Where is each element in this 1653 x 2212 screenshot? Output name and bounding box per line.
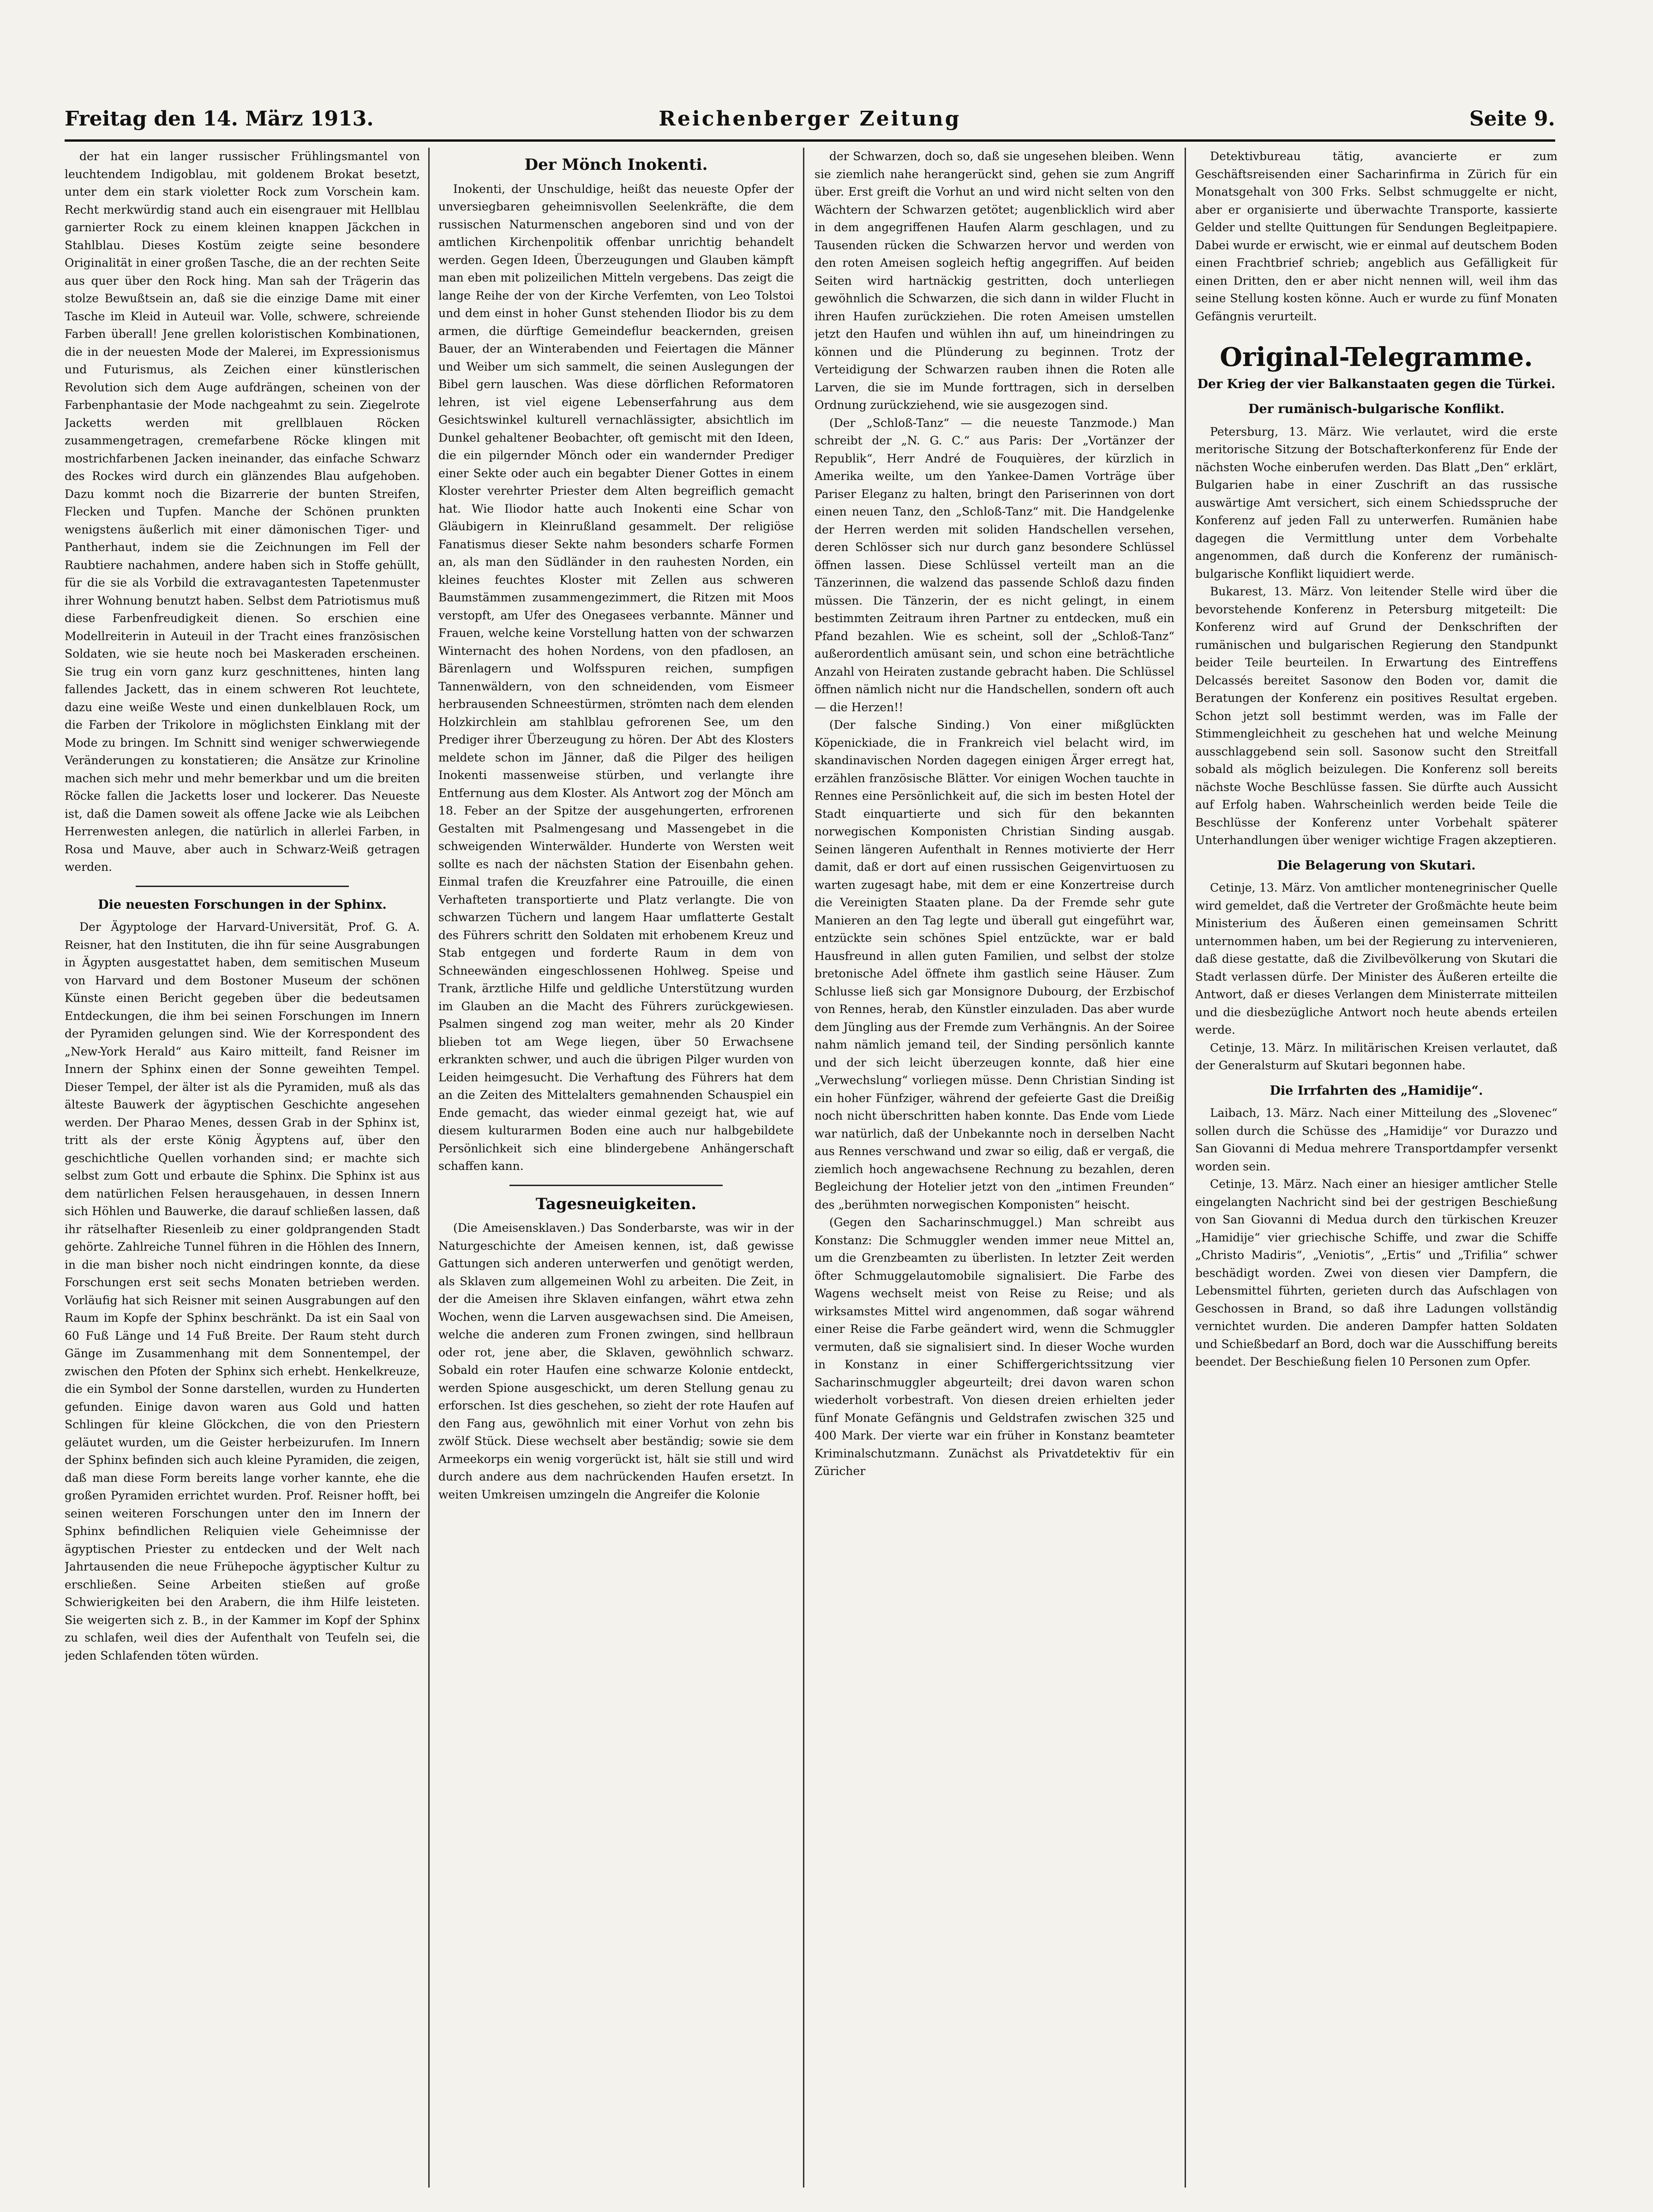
subheading: Die Irrfahrten des „Hamidije“. xyxy=(1270,1083,1483,1098)
section-title: Original-Telegramme. xyxy=(1220,342,1533,372)
article-paragraph: (Gegen den Sacharinschmuggel.) Man schreibt aus Konstanz: Die Schmuggler wenden immer neue Mittel an, um die Grenzbeamten zu überlisten. In letzter Zeit werden öfter Schmuggelautomobile signalisiert. Die Farbe des Wagens wechselt meist von Reise zu Reise; und als wirksamstes Mittel wird angenommen, daß sogar während einer Reise die Farbe geändert wird, wenn die Schmuggler vermuten, daß sie signalisiert sind. In dieser Woche wurden in Konstanz in einer Schiffergerichtssitzung vier Sacharinschmuggler abgeurteilt; drei davon waren schon wiederholt vorbestraft. Von diesen dreien erhielten jeder fünf Monate Gefängnis und Geldstrafen zwischen 325 und 400 Mark. Der vierte war ein früher in Konstanz beamteter Kriminalschutzmann. Zunächst als Privatdetektiv für ein Züricher xyxy=(815,1216,1174,1478)
column-rule xyxy=(1185,148,1186,2188)
article-paragraph: (Der falsche Sinding.) Von einer mißglückten Köpenickiade, die in Frankreich viel belacht wird, im skandinavischen Norden dagegen einigen Ärger erregt hat, erzählen französische Blätter. Vor einigen Wochen tauchte in Rennes eine Persönlichkeit auf, die sich im besten Hotel der Stadt einquartierte und sich für den bekannten norwegischen Komponisten Christian Sinding ausgab. Seinen längeren Aufenthalt in Rennes motivierte der Herr damit, daß er dort auf einen russischen Geigenvirtuosen zu warten zugesagt habe, mit dem er eine Konzertreise durch die Vereinigten Staaten plane. Da der Fremde sehr gute Manieren an den Tag legte und überall gut eingeführt war, entzückte sein schönes Spiel entzückte, war er bald Hausfreund in allen guten Familien, und selbst der stolze bretonische Adel öffnete ihm gastlich seine Häuser. Zum Schlusse ließ sich gar Monsignore Dubourg, der Erzbischof von Rennes, herab, den Künstler einzuladen. Das aber wurde dem Jüngling aus der Fremde zum Verhängnis. An der Soiree nahm nämlich jemand teil, der Sinding persönlich kannte und der sich leicht überzeugen konnte, daß hier eine „Verwechslung“ vorliegen müsse. Denn Christian Sinding ist ein hoher Fünfziger, während der gefeierte Gast die Dreißig noch nicht überschritten haben konnte. Das Ende vom Liede war natürlich, daß der Unbekannte noch in derselben Nacht aus Rennes verschwand und zwar so eilig, daß er vergaß, die ziemlich hoch angewachsene Rechnung zu bezahlen, deren Begleichung der Hotelier jetzt von den „intimen Freunden“ des „berühmten norwegischen Komponisten“ heischt. xyxy=(815,718,1174,1211)
subheading: Der rumänisch-bulgarische Konflikt. xyxy=(1248,402,1504,416)
article-paragraph: Laibach, 13. März. Nach einer Mitteilung des „Slovenec“ sollen durch die Schüsse des „Hamidije“ vor Durazzo und San Giovanni di Medua mehrere Transportdampfer versenkt worden sein. xyxy=(1195,1106,1557,1173)
article-paragraph: (Der „Schloß-Tanz“ — die neueste Tanzmode.) Man schreibt der „N. G. C.“ aus Paris: Der „Vortänzer der Republik“, Herr André de Fouquières, der kürzlich in Amerika weilte, um den Yankee-Damen Vorträge über Pariser Eleganz zu halten, bringt den Pariserinnen von dort einen neuen Tanz, den „Schloß-Tanz“ mit. Die Handgelenke der Herren werden mit soliden Handschellen versehen, deren Schlösser sich nur durch ganz besondere Schlüssel öffnen lassen. Diese Schlüssel verteilt man an die Tänzerinnen, die walzend das passende Schloß dazu finden müssen. Die Tänzerin, der es nicht gelingt, in einem bestimmten Zeitraum ihren Partner zu entdecken, muß ein Pfand bezahlen. Wie es scheint, soll der „Schloß-Tanz“ außerordentlich amüsant sein, und schon eine beträchtliche Anzahl von Heiraten zustande gebracht haben. Die Schlüssel öffnen nämlich nicht nur die Handschellen, sondern oft auch — die Herzen!! xyxy=(815,416,1174,714)
article-title: Die neuesten Forschungen in der Sphinx. xyxy=(98,897,387,912)
article-paragraph: Cetinje, 13. März. Von amtlicher montenegrinischer Quelle wird gemeldet, daß die Vertreter der Großmächte heute beim Ministerium des Äußeren einen gemeinsamen Schritt unternommen haben, um bei der Regierung zu intervenieren, daß diese gestatte, daß die Zivilbevölkerung von Skutari die Stadt verlassen dürfe. Der Minister des Äußeren erteilte die Antwort, daß er dieses Verlangen dem Ministerrate mitteilen und die diesbezügliche Antwort noch heute abends erteilen werde. xyxy=(1195,881,1557,1037)
column-4 xyxy=(1195,148,1557,2188)
article-paragraph: (Die Ameisensklaven.) Das Sonderbarste, was wir in der Naturgeschichte der Ameisen kennen, ist, daß gewisse Gattungen sich anderen unterwerfen und genötigt werden, als Sklaven zum allgemeinen Wohl zu arbeiten. Die Zeit, in der die Ameisen ihre Sklaven einfangen, währt etwa zehn Wochen, wenn die Larven ausgewachsen sind. Die Ameisen, welche die anderen zum Fronen zwingen, sind hellbraun oder rot, jene aber, die Sklaven, gewöhnlich schwarz. Sobald ein roter Haufen eine schwarze Kolonie entdeckt, werden Spione ausgeschickt, um deren Stellung genau zu erforschen. Ist dies geschehen, so zieht der rote Haufen auf den Fang aus, gewöhnlich mit einer Vorhut von zehn bis zwölf Stück. Diese wechselt aber beständig; sowie sie dem Armeekorps ein wenig vorgerückt ist, hält sie still und wird durch andere aus dem nachrückenden Haufen ersetzt. In weiten Umkreisen umzingeln die Angreifer die Kolonie xyxy=(438,1221,794,1501)
article-paragraph: Detektivbureau tätig, avancierte er zum Geschäftsreisenden einer Sacharinfirma in Zürich für ein Monatsgehalt von 300 Frks. Selbst schmuggelte er nicht, aber er organisierte und überwachte Transporte, kassierte Gelder und stellte Quittungen für Sendungen Begleitpapiere. Dabei wurde er erwischt, wie er einmal auf deutschem Boden einen Frachtbrief schrieb; angeblich aus Gefälligkeit für einen Dritten, den er aber nicht nennen will, weil ihm das seine Stellung kosten könne. Auch er wurde zu fünf Monaten Gefängnis verurteilt. xyxy=(1195,150,1557,323)
column-2 xyxy=(438,148,794,2188)
article-paragraph: Cetinje, 13. März. In militärischen Kreisen verlautet, daß der Generalsturm auf Skutari begonnen habe. xyxy=(1195,1041,1557,1072)
subheading: Der Krieg der vier Balkanstaaten gegen die Türkei. xyxy=(1197,377,1556,391)
article-paragraph: der hat ein langer russischer Frühlingsmantel von leuchtendem Indigoblau, mit goldenem Brokat besetzt, unter dem ein stark violetter Rock zum Vorschein kam. Recht merkwürdig stand auch ein eisengrauer mit Hellblau garnierter Rock zu einem kleinen knappen Jäckchen in Stahlblau. Dieses Kostüm zeigte seine besondere Originalität in einer großen Tasche, die an der rechten Seite aus quer über den Rock hing. Man sah der Trägerin das stolze Bewußtsein an, daß sie die einzige Dame mit einer Tasche im Kleid in Auteuil war. Volle, schwere, schreiende Farben überall! Jene grellen koloristischen Kombinationen, die in der neuesten Mode der Malerei, im Expressionismus und Futurismus, als Zeichen einer künstlerischen Revolution sich dem Auge aufdrängen, scheinen von der Farbenphantasie der Mode nachgeahmt zu sein. Ziegelrote Jacketts werden mit grellblauen Röcken zusammengetragen, cremefarbene Röcke klingen mit mostrichfarbenen Jacken ineinander, das einfache Schwarz des Rockes wird durch ein glänzendes Blau aufgehoben. Dazu kommt noch die Bizarrerie der bunten Streifen, Flecken und Tupfen. Manche der Schönen prunkten wenigstens äußerlich mit einer dämonischen Tiger- und Pantherhaut, indem sie die Zeichnungen im Fell der Raubtiere nachahmen, andere haben sich in Stoffe gehüllt, für die sie als Vorbild die extravagantesten Tapetenmuster ihrer Wohnung benutzt haben. Selbst dem Patriotismus muß diese Farbenfreudigkeit dienen. So erschien eine Modellreiterin in Auteuil in der Tracht eines französischen Soldaten, wie sie heute noch bei Maskeraden erscheinen. Sie trug ein vorn ganz kurz geschnittenes, hinten lang fallendes Jackett, das in einem schweren Rot leuchtete, dazu eine weiße Weste und einen dunkelblauen Rock, um die Farben der Trikolore in möglichsten Einklang mit der Mode zu bringen. Im Schnitt sind weniger schwerwiegende Veränderungen zu konstatieren; die Ansätze zur Krinoline machen sich mehr und mehr bemerkbar und um die breiten Röcke fallen die Jacketts loser und lockerer. Das Neueste ist, daß die Damen soweit als offene Jacke wie als Leibchen Herrenwesten anlegen, die natürlich in allerlei Farben, in Rosa und Mauve, aber auch in Schwarz-Weiß getragen werden. xyxy=(65,150,420,874)
page-header xyxy=(65,107,1555,142)
article-paragraph: Bukarest, 13. März. Von leitender Stelle wird über die bevorstehende Konferenz in Petersburg mitgeteilt: Die Konferenz wird auf Grund der Denkschriften der rumänischen und bulgarischen Regierung den Standpunkt beider Teile beurteilen. In Erwartung des Eintreffens Delcassés bereitet Sasonow den Boden vor, damit die Beratungen der Konferenz ein positives Resultat ergeben. Schon jetzt soll bestimmt werden, was im Falle der Stimmengleichheit zu geschehen hat und welche Meinung ausschlaggebend sein soll. Sasonow sucht den Streitfall sobald als möglich beizulegen. Die Konferenz soll bereits nächste Woche Beschlüsse fassen. Sie dürfte auch Aussicht auf Erfolg haben. Wahrscheinlich werden beide Teile die Beschlüsse der Konferenz unter Vorbehalt späterer Unterhandlungen über weniger wichtige Fragen akzeptieren. xyxy=(1195,585,1557,847)
article-title: Der Mönch Inokenti. xyxy=(524,156,708,174)
article-divider xyxy=(509,1185,723,1186)
subheading: Die Belagerung von Skutari. xyxy=(1277,858,1476,873)
article-paragraph: Petersburg, 13. März. Wie verlautet, wird die erste meritorische Sitzung der Botschafterkonferenz für Ende der nächsten Woche einberufen werden. Das Blatt „Den“ erklärt, Bulgarien habe in einer Zuschrift an das russische auswärtige Amt versichert, sich einem Schiedsspruche der Konferenz auf jeden Fall zu unterwerfen. Rumänien habe dagegen die Vermittlung unter dem Vorbehalte angenommen, daß durch die Konferenz der rumänisch-bulgarische Konflikt liquidiert werde. xyxy=(1195,425,1557,581)
header-page-number: Seite 9. xyxy=(1469,107,1555,131)
section-title: Tagesneuigkeiten. xyxy=(535,1194,697,1213)
column-rule xyxy=(803,148,804,2188)
article-paragraph: Inokenti, der Unschuldige, heißt das neueste Opfer der unversiegbaren geheimnisvollen Seelenkräfte, die dem russischen Naturmenschen angeboren sind und von der amtlichen Kirchenpolitik offenbar unrichtig behandelt werden. Gegen Ideen, Überzeugungen und Glauben kämpft man eben mit polizeilichen Mitteln vergebens. Das zeigt die lange Reihe der von der Kirche Verfemten, von Leo Tolstoi und dem einst in hoher Gunst stehenden Iliodor bis zu dem armen, die dürftige Gemeindeflur beackernden, greisen Bauer, der an Winterabenden und Feiertagen die Männer und Weiber um sich sammelt, die seinen Auslegungen der Bibel gern lauschen. Was diese dörflichen Reformatoren lehren, ist viel eigene Lebenserfahrung aus dem Gesichtswinkel kulturell vernachlässigter, absichtlich im Dunkel gehaltener Beobachter, oft gemischt mit den Ideen, die ein pilgernder Mönch oder ein wandernder Prediger einer Sekte oder auch ein begabter Diener Gottes in einem Kloster verehrter Priester dem Alten begreiflich gemacht hat. Wie Iliodor hatte auch Inokenti eine Schar von Gläubigern in Kleinrußland gesammelt. Der religiöse Fanatismus dieser Sekte nahm besonders scharfe Formen an, als man den Südländer in den rauhesten Norden, ein kleines feuchtes Kloster mit Zellen aus schweren Baumstämmen zusammengezimmert, die Ritzen mit Moos verstopft, am Ufer des Onegasees verbannte. Männer und Frauen, welche keine Vorstellung hatten von der schwarzen Winternacht des hohen Nordens, von den pfadlosen, an Bärenlagern und Wolfsspuren reichen, sumpfigen Tannenwäldern, von den schneidenden, vom Eismeer herbrausenden Schneestürmen, strömten nach dem elenden Holzkirchlein am stahlblau gefrorenen See, um den Prediger ihrer Überzeugung zu hören. Der Abt des Klosters meldete schon im Jänner, daß die Pilger des heiligen Inokenti massenweise stürben, und verlangte ihre Entfernung aus dem Kloster. Als Antwort zog der Mönch am 18. Feber an der Spitze der ausgehungerten, erfrorenen Gestalten mit Psalmengesang und Massengebet in die schweigenden Winterwälder. Hunderte von Wersten weit sollte es nach der nächsten Station der Eisenbahn gehen. Einmal trafen die Kreuzfahrer eine Patrouille, die einen Verhafteten transportierte und Platz verlangte. Die von schwarzen Tüchern und langem Haar umflatterte Gestalt des Führers schritt den Soldaten mit erhobenem Kreuz und Stab entgegen und forderte Raum in dem von Schneewänden eingeschlossenen Hohlweg. Speise und Trank, ärztliche Hilfe und geldliche Unterstützung wurden im Glauben an die Macht des Führers zurückgewiesen. Psalmen singend zog man weiter, mehr als 20 Kinder blieben tot am Wege liegen, über 50 Erwachsene erkrankten schwer, und auch die übrigen Pilger wurden von Leiden heimgesucht. Die Verhaftung des Führers hat dem an die Zeiten des Mittelalters gemahnenden Schauspiel ein Ende gemacht, das wieder einmal gezeigt hat, wie auf diesem kulturarmen Boden eine auch nur halbgebildete Persönlichkeit sich eine blindergebene Anhängerschaft schaffen kann. xyxy=(438,182,794,1173)
column-1 xyxy=(65,148,420,2188)
column-3 xyxy=(815,148,1174,2188)
article-paragraph: Cetinje, 13. März. Nach einer an hiesiger amtlicher Stelle eingelangten Nachricht sind bei der gestrigen Beschießung von San Giovanni di Medua durch den türkischen Kreuzer „Hamidije“ vier griechische Schiffe, und zwar die Schiffe „Christo Madiris“, „Veniotis“, „Ertis“ und „Trifilia“ schwer beschädigt worden. Zwei von diesen vier Dampfern, die Lebensmittel führten, gerieten durch das Aufschlagen von Geschossen in Brand, so daß ihre Ladungen vollständig vernichtet wurden. Die anderen Dampfer hatten Soldaten und Schießbedarf an Bord, doch war die Ausschiffung bereits beendet. Der Beschießung fielen 10 Personen zum Opfer. xyxy=(1195,1177,1557,1368)
article-paragraph: Der Ägyptologe der Harvard-Universität, Prof. G. A. Reisner, hat den Instituten, die ihn für seine Ausgrabungen in Ägypten ausgestattet haben, dem semitischen Museum von Harvard und dem Bostoner Museum der schönen Künste einen Bericht gegeben über die bedeutsamen Entdeckungen, die ihm bei seinen Forschungen im Innern der Pyramiden gelungen sind. Wie der Korrespondent des „New-York Herald“ aus Kairo mitteilt, fand Reisner im Innern der Sphinx einen der Sonne geweihten Tempel. Dieser Tempel, der älter ist als die Pyramiden, muß als das älteste Bauwerk der ägyptischen Geschichte angesehen werden. Der Pharao Menes, dessen Grab in der Sphinx ist, tritt als der erste König Ägyptens auf, über den geschichtliche Quellen vorhanden sind; er machte sich selbst zum Gott und erbaute die Sphinx. Die Sphinx ist aus dem natürlichen Felsen herausgehauen, in dessen Innern sich Höhlen und Bauwerke, die darauf schließen lassen, daß ihr rätselhafter Riesenleib zu einer goldprangenden Stadt gehörte. Zahlreiche Tunnel führen in die Höhlen des Innern, in die man bisher noch nicht eindringen konnte, da diese Forschungen erst seit sechs Monaten betrieben werden. Vorläufig hat sich Reisner mit seinen Ausgrabungen auf den Raum im Kopfe der Sphinx beschränkt. Da ist ein Saal von 60 Fuß Länge und 14 Fuß Breite. Der Raum steht durch Gänge im Zusammenhang mit dem Sonnentempel, der zwischen den Pfoten der Sphinx sich erhebt. Henkelkreuze, die ein Symbol der Sonne darstellen, wurden zu Hunderten gefunden. Einige davon waren aus Gold und hatten Schlingen für kleine Glöckchen, die von den Priestern geläutet wurden, um die Geister herbeizurufen. Im Innern der Sphinx befinden sich auch kleine Pyramiden, die zeigen, daß man diese Form bereits lange vorher kannte, ehe die großen Pyramiden errichtet wurden. Prof. Reisner hofft, bei seinen weiteren Forschungen unter den im Innern der Sphinx befindlichen Reliquien viele Geheimnisse der ägyptischen Priester zu entdecken und der Welt nach Jahrtausenden die neue Frühepoche ägyptischer Kultur zu erschließen. Seine Arbeiten stießen auf große Schwierigkeiten bei den Arabern, die ihm Hilfe leisteten. Sie weigerten sich z. B., in der Kammer im Kopf der Sphinx zu schlafen, weil dies der Aufenthalt von Teufeln sei, die jeden Schlafenden töten würden. xyxy=(65,920,420,1662)
header-date: Freitag den 14. März 1913. xyxy=(65,107,374,131)
article-divider xyxy=(136,886,349,887)
column-rule xyxy=(428,148,430,2188)
header-newspaper-name: Reichenberger Zeitung xyxy=(659,107,961,131)
article-paragraph: der Schwarzen, doch so, daß sie ungesehen bleiben. Wenn sie ziemlich nahe herangerückt sind, gehen sie zum Angriff über. Erst greift die Vorhut an und wird nicht selten von den Wächtern der Schwarzen getötet; augenblicklich wird aber in dem angegriffenen Haufen Alarm geschlagen, und zu Tausenden rücken die Schwarzen hervor und werden von den roten Ameisen sogleich heftig angegriffen. Auf beiden Seiten wird hartnäckig gestritten, doch unterliegen gewöhnlich die Schwarzen, die sich dann in wilder Flucht in ihren Haufen zurückziehen. Die roten Ameisen umstellen jetzt den Haufen und wühlen ihn auf, um hineindringen zu können und die Plünderung zu beginnen. Trotz der Verteidigung der Schwarzen rauben ihnen die Roten alle Larven, die sie im Munde forttragen, sich in derselben Ordnung zurückziehend, wie sie ausgezogen sind. xyxy=(815,150,1174,412)
